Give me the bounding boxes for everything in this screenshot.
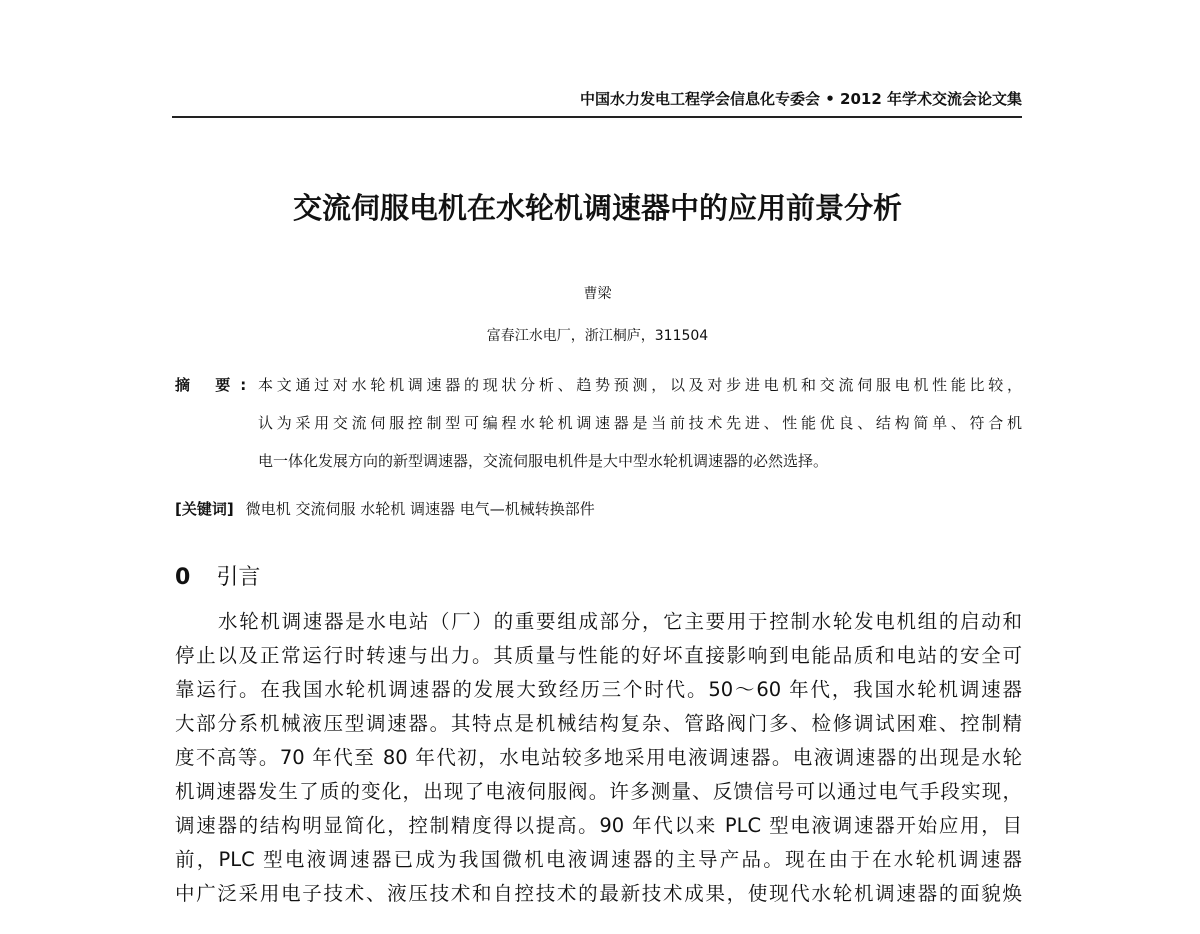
running-header: 中国水力发电工程学会信息化专委会 • 2012 年学术交流会论文集: [579, 90, 1022, 108]
body-line: 中广泛采用电子技术、液压技术和自控技术的最新技术成果，使现代水轮机调速器的面貌焕: [175, 882, 1022, 905]
author: 曹梁: [583, 286, 612, 302]
body-line: 度不高等。70 年代至 80 年代初，水电站较多地采用电液调速器。电液调速器的出现是水轮: [175, 746, 1022, 769]
affiliation: 富春江水电厂，浙江桐庐，311504: [486, 328, 709, 344]
body-line: 水轮机调速器是水电站（厂）的重要组成部分，它主要用于控制水轮发电机组的启动和: [218, 610, 1022, 633]
paper-title: 交流伺服电机在水轮机调速器中的应用前景分析: [292, 191, 902, 225]
body-line: 机调速器发生了质的变化，出现了电液伺服阀。许多测量、反馈信号可以通过电气手段实现，: [175, 780, 1022, 803]
section-number: 0: [175, 565, 191, 590]
section-title: 引言: [216, 565, 261, 590]
keywords: [175, 498, 595, 519]
body-line: 前，PLC 型电液调速器已成为我国微机电液调速器的主导产品。现在由于在水轮机调速器: [175, 848, 1022, 871]
keywords-label: [关键词]: [175, 500, 234, 518]
abstract-label: 摘 要:: [175, 376, 257, 394]
body-line: 调速器的结构明显简化，控制精度得以提高。90 年代以来 PLC 型电液调速器开始应用，目: [175, 814, 1022, 837]
body-line: 靠运行。在我国水轮机调速器的发展大致经历三个时代。50～60 年代，我国水轮机调速器: [175, 678, 1022, 701]
abstract-line: 认为采用交流伺服控制型可编程水轮机调速器是当前技术先进、性能优良、结构简单、符合机: [258, 414, 1022, 432]
body-line: 停止以及正常运行时转速与出力。其质量与性能的好坏直接影响到电能品质和电站的安全可: [175, 644, 1022, 667]
section-heading: [175, 560, 260, 591]
abstract-line: 电一体化发展方向的新型调速器，交流伺服电机件是大中型水轮机调速器的必然选择。: [258, 452, 829, 470]
keywords-text: 微电机 交流伺服 水轮机 调速器 电气—机械转换部件: [245, 500, 595, 518]
header-rule: [172, 116, 1022, 118]
body-line: 大部分系机械液压型调速器。其特点是机械结构复杂、管路阀门多、检修调试困难、控制精: [175, 712, 1022, 735]
abstract-line: 本文通过对水轮机调速器的现状分析、趋势预测，以及对步进电机和交流伺服电机性能比较，: [258, 376, 1022, 394]
